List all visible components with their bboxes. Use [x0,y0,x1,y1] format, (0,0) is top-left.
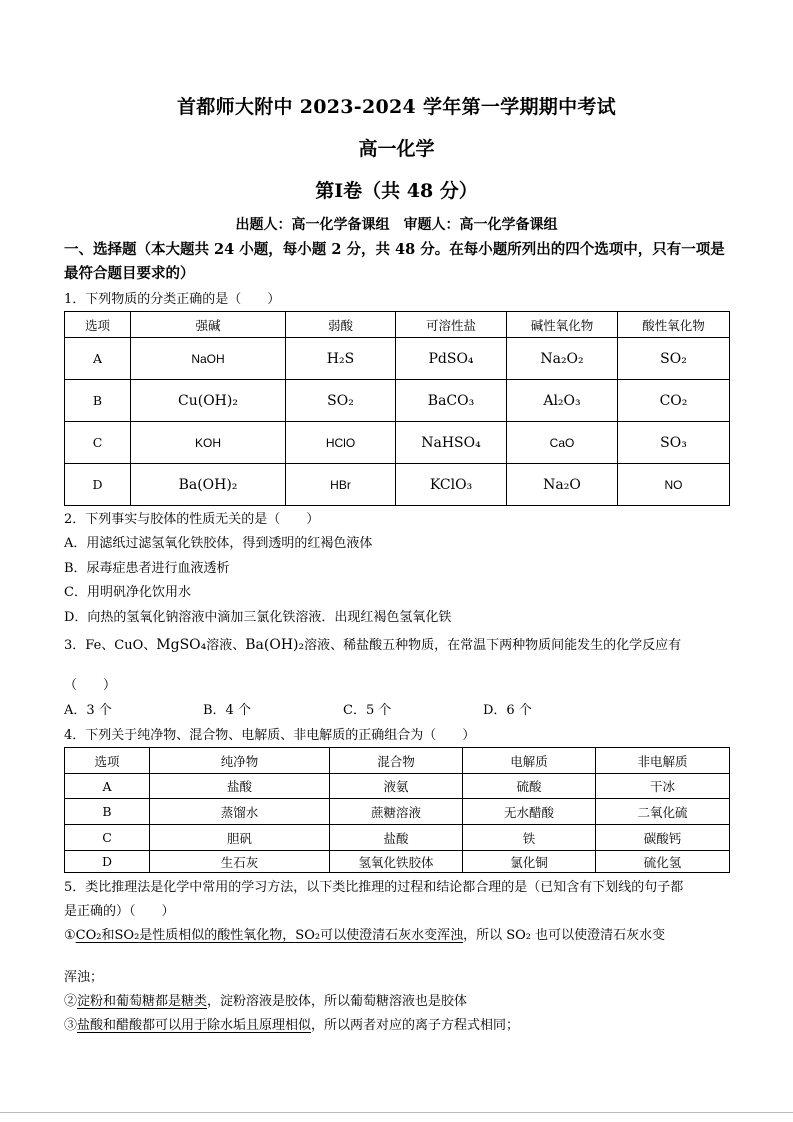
q1-header-cell: 强碱 [131,312,286,338]
q5-item1-phrase2: 可以使澄清石灰水变浑浊 [320,928,464,943]
q5-stem-line1: 5．类比推理法是化学中常用的学习方法，以下类比推理的过程和结论都合理的是（已知含有下划线的句子都 [64,880,684,895]
exam-setters: 出题人：高一化学备课组 审题人：高一化学备课组 [235,217,558,233]
q1-header-cell: 可溶性盐 [396,312,507,338]
formula-cell: NO [618,464,730,506]
q1-header-cell: 碱性氧化物 [507,312,618,338]
formula-cell: SO₂ [286,380,396,422]
q3-option-c: C．5 个 [343,703,392,718]
formula-cell: Na₂O [507,464,618,506]
exam-subject: 高一化学 [358,138,435,160]
table-cell: 碳酸钙 [596,825,730,851]
exam-title: 首都师大附中 2023-2024 学年第一学期期中考试 [177,96,616,118]
table-row [65,422,730,464]
q5-item1-cont: 浑浊； [64,970,104,985]
table-cell: 盐酸 [150,774,330,799]
table-row [65,799,730,825]
q4-header-cell: 非电解质 [596,748,730,774]
q5-item1-so2b: SO₂ [295,928,321,943]
q3-baoh2: Ba(OH)₂ [245,637,305,653]
q3-stem-part1: 3．Fe、CuO、 [64,638,157,653]
table-cell: 液氨 [330,774,463,799]
table-row [65,825,730,851]
exam-volume: 第Ⅰ卷（共 48 分） [315,180,478,202]
q1-table [64,311,730,506]
table-cell: 干冰 [596,774,730,799]
q5-item2 [64,993,732,1011]
formula-cell: HClO [286,422,396,464]
q5-item1-so2: SO₂ [114,928,140,943]
table-row [65,380,730,422]
q4-stem: 4．下列关于纯净物、混合物、电解质、非电解质的正确组合为（ ） [64,728,476,743]
q2-option-c: C．用明矾净化饮用水 [64,585,191,600]
q3-stem-part2: 溶液、 [206,638,246,653]
q5-item1-co2: CO₂ [75,928,102,943]
table-row [65,464,730,506]
q5-item3-rest: ，所以两者对应的离子方程式相同； [311,1018,520,1033]
q5-item3 [64,1017,732,1035]
formula-cell: CO₂ [618,380,730,422]
table-cell: 胆矾 [150,825,330,851]
page-bottom-rule [0,1112,793,1113]
formula-cell: Na₂O₂ [507,338,618,380]
q5-item3-num: ③ [64,1018,78,1033]
table-cell: 硫酸 [463,774,596,799]
section-heading: 一、选择题（本大题共 24 小题，每小题 2 分，共 48 分。在每小题所列出的四个选项中，只有一项是最符合题目要求的） [64,241,725,282]
option-cell: D [65,851,150,873]
q5-item2-underlined: 淀粉和葡萄糖都是糖类 [77,994,208,1009]
q3-stem-part3: 溶液、稀盐酸五种物质，在常温下两种物质间能发生的化学反应有 [304,638,682,653]
table-cell: 氯化铜 [463,851,596,873]
formula-cell: NaOH [131,338,286,380]
formula-cell: HBr [286,464,396,506]
option-cell: A [65,338,131,380]
formula-cell: SO₂ [618,338,730,380]
option-cell: B [65,799,150,825]
table-cell: 二氧化硫 [596,799,730,825]
table-row [65,774,730,799]
q4-header-row [65,748,730,774]
table-row [65,851,730,873]
q2-option-d: D．向热的氢氧化钠溶液中滴加三氯化铁溶液．出现红褐色氢氧化铁 [64,610,452,625]
formula-cell: Ba(OH)₂ [131,464,286,506]
formula-cell: NaHSO₄ [396,422,507,464]
q1-stem: 1．下列物质的分类正确的是（ ） [64,292,281,307]
q4-table [64,747,730,873]
formula-cell: SO₃ [618,422,730,464]
formula-cell: BaCO₃ [396,380,507,422]
option-cell: B [65,380,131,422]
table-cell: 硫化氢 [596,851,730,873]
option-cell: C [65,825,150,851]
table-cell: 铁 [463,825,596,851]
q4-header-cell: 电解质 [463,748,596,774]
formula-cell: Cu(OH)₂ [131,380,286,422]
q5-item1 [64,927,732,945]
q2-option-a: A．用滤纸过滤氢氧化铁胶体，得到透明的红褐色液体 [64,536,373,551]
q5-item1-phrase: 是性质相似的酸性氧化物， [139,928,296,943]
q3-mgso4: MgSO₄ [156,637,207,653]
table-row [65,338,730,380]
q3-stem [64,636,732,655]
q1-header-cell: 选项 [65,312,131,338]
table-cell: 蔗糖溶液 [330,799,463,825]
formula-cell: Al₂O₃ [507,380,618,422]
option-cell: C [65,422,131,464]
q5-item1-rest: ，所以 SO₂ 也可以使澄清石灰水变 [463,928,666,943]
formula-cell: KClO₃ [396,464,507,506]
q5-item1-and: 和 [101,928,115,943]
q5-item1-num: ① [64,928,76,943]
q4-header-cell: 选项 [65,748,150,774]
q4-header-cell: 混合物 [330,748,463,774]
option-cell: D [65,464,131,506]
q1-header-cell: 酸性氧化物 [618,312,730,338]
q5-stem-line2: 是正确的）（ ） [64,904,175,919]
table-cell: 无水醋酸 [463,799,596,825]
q2-option-b: B．尿毒症患者进行血液透析 [64,561,230,576]
q3-option-d: D．6 个 [483,703,532,718]
q2-stem: 2．下列事实与胶体的性质无关的是（ ） [64,512,320,527]
q3-option-a: A．3 个 [64,703,112,718]
table-cell: 蒸馏水 [150,799,330,825]
table-cell: 氢氧化铁胶体 [330,851,463,873]
formula-cell: KOH [131,422,286,464]
q3-paren: （ ） [64,678,117,693]
table-cell: 生石灰 [150,851,330,873]
q4-header-cell: 纯净物 [150,748,330,774]
q5-item2-num: ② [64,994,78,1009]
option-cell: A [65,774,150,799]
q5-item3-underlined: 盐酸和醋酸都可以用于除水垢且原理相似 [77,1018,312,1033]
q5-item2-rest: ，淀粉溶液是胶体，所以葡萄糖溶液也是胶体 [207,994,468,1009]
table-cell: 盐酸 [330,825,463,851]
formula-cell: PdSO₄ [396,338,507,380]
formula-cell: CaO [507,422,618,464]
formula-cell: H₂S [286,338,396,380]
q3-option-b: B．4 个 [203,703,251,718]
q1-header-cell: 弱酸 [286,312,396,338]
q1-header-row [65,312,730,338]
